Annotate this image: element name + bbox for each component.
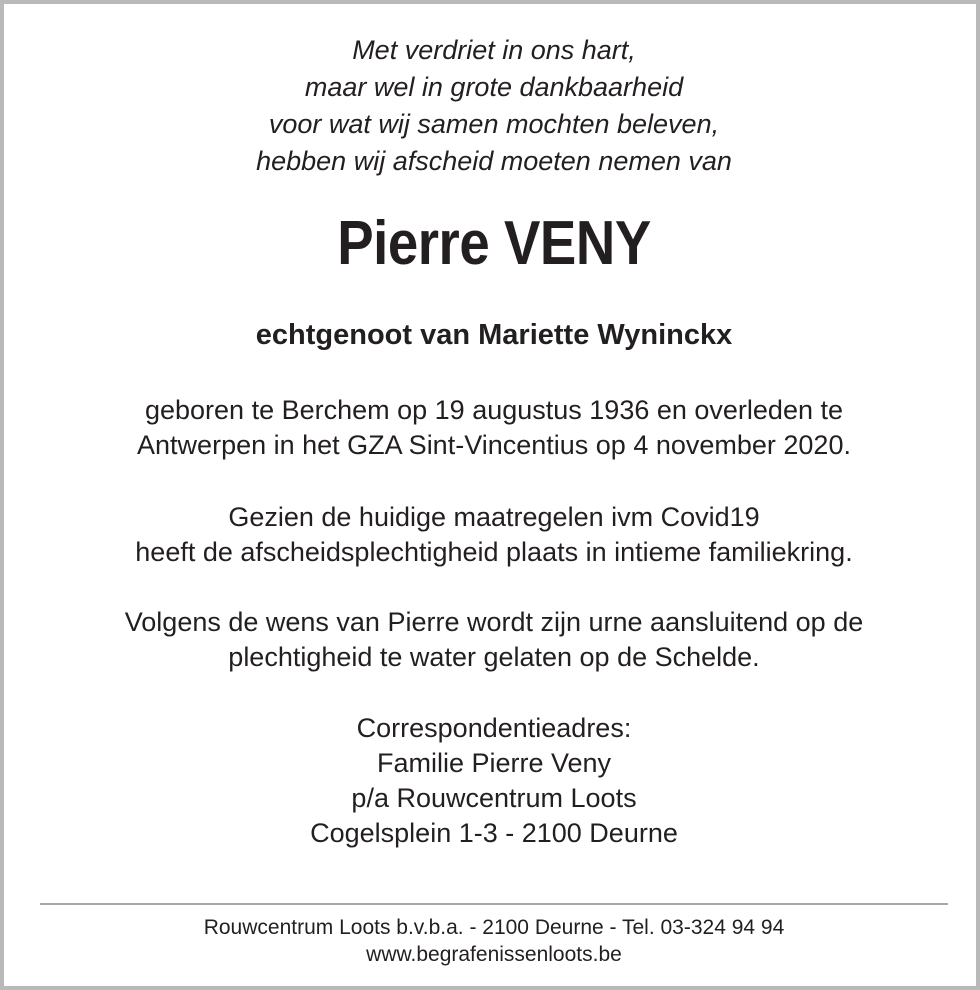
spouse-line: echtgenoot van Mariette Wyninckx bbox=[255, 319, 733, 351]
correspondence-address bbox=[4, 711, 980, 851]
footer-website-link[interactable]: www.begrafenissenloots.be bbox=[366, 943, 622, 966]
deceased-name: Pierre VENY bbox=[337, 209, 651, 278]
birth-death-details bbox=[4, 393, 980, 463]
footer bbox=[4, 914, 980, 968]
urn-note bbox=[4, 605, 980, 675]
ceremony-note bbox=[4, 500, 980, 570]
address-line: p/a Rouwcentrum Loots bbox=[351, 783, 637, 813]
urn-line: Volgens de wens van Pierre wordt zijn urne aansluitend op de bbox=[124, 607, 864, 637]
address-heading: Correspondentieadres: bbox=[356, 713, 632, 743]
urn-line: plechtigheid te water gelaten op de Schelde. bbox=[228, 642, 760, 672]
intro-line: voor wat wij samen mochten beleven, bbox=[268, 109, 720, 139]
footer-divider bbox=[40, 903, 948, 905]
address-line: Cogelsplein 1-3 - 2100 Deurne bbox=[310, 818, 678, 848]
birth-line: geboren te Berchem op 19 augustus 1936 en overleden te bbox=[144, 395, 843, 425]
address-line: Familie Pierre Veny bbox=[376, 748, 612, 778]
ceremony-line: Gezien de huidige maatregelen ivm Covid19 bbox=[228, 502, 760, 532]
intro-verse bbox=[4, 32, 980, 180]
footer-company-line: Rouwcentrum Loots b.v.b.a. - 2100 Deurne - Tel. 03-324 94 94 bbox=[203, 916, 785, 939]
intro-line: maar wel in grote dankbaarheid bbox=[304, 72, 684, 102]
intro-line: Met verdriet in ons hart, bbox=[352, 35, 636, 65]
intro-line: hebben wij afscheid moeten nemen van bbox=[256, 146, 732, 176]
ceremony-line: heeft de afscheidsplechtigheid plaats in intieme familiekring. bbox=[135, 537, 853, 567]
birth-line: Antwerpen in het GZA Sint-Vincentius op 4 november 2020. bbox=[137, 430, 851, 460]
